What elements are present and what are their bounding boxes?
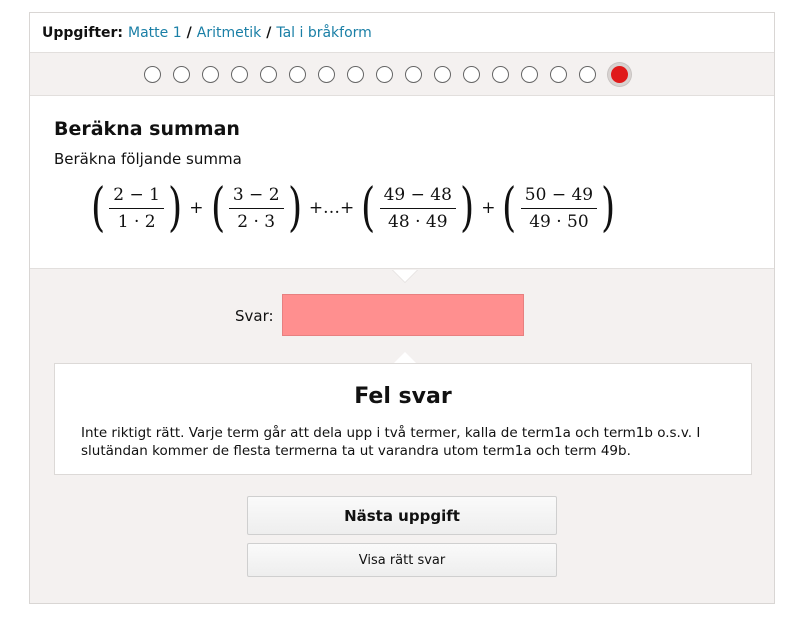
fraction-term-49 bbox=[380, 185, 456, 232]
numerator: 2 − 1 bbox=[109, 185, 164, 209]
numerator: 49 − 48 bbox=[380, 185, 456, 209]
numerator: 3 − 2 bbox=[229, 185, 284, 209]
progress-dot[interactable] bbox=[405, 66, 422, 83]
progress-dot[interactable] bbox=[434, 66, 451, 83]
problem-panel bbox=[30, 95, 774, 269]
question-progress bbox=[30, 53, 774, 95]
fraction-term-50 bbox=[521, 185, 597, 232]
progress-dot[interactable] bbox=[173, 66, 190, 83]
exercise-card bbox=[29, 12, 775, 604]
feedback-heading: Fel svar bbox=[354, 384, 452, 409]
right-paren: ) bbox=[601, 178, 616, 238]
progress-dot[interactable] bbox=[579, 66, 596, 83]
progress-dot[interactable] bbox=[318, 66, 335, 83]
next-question-button[interactable]: Nästa uppgift bbox=[247, 496, 557, 535]
progress-dot[interactable] bbox=[202, 66, 219, 83]
progress-dot[interactable] bbox=[231, 66, 248, 83]
left-paren: ( bbox=[91, 178, 106, 238]
right-paren: ) bbox=[287, 178, 302, 238]
progress-dot[interactable] bbox=[550, 66, 567, 83]
breadcrumb-link-aritmetik[interactable]: Aritmetik bbox=[196, 24, 262, 41]
left-paren: ( bbox=[210, 178, 225, 238]
fraction-term-1 bbox=[109, 185, 164, 232]
progress-dot[interactable] bbox=[289, 66, 306, 83]
show-answer-button[interactable]: Visa rätt svar bbox=[247, 543, 557, 577]
denominator: 49 · 50 bbox=[529, 211, 589, 232]
breadcrumb bbox=[30, 13, 774, 53]
sum-expression bbox=[88, 178, 618, 238]
feedback-text: Inte riktigt rätt. Varje term går att dela upp i två termer, kalla de term1a och term1b o.s.v. I slutändan kommer de flesta termerna ta ut varandra utom term1a och term 49b. bbox=[81, 425, 701, 459]
progress-dot-current[interactable] bbox=[608, 63, 631, 86]
feedback-box bbox=[54, 363, 752, 475]
progress-dot[interactable] bbox=[376, 66, 393, 83]
denominator: 1 · 2 bbox=[117, 211, 156, 232]
panel-pointer bbox=[393, 270, 417, 282]
numerator: 50 − 49 bbox=[521, 185, 597, 209]
ellipsis: +…+ bbox=[308, 198, 355, 218]
problem-title: Beräkna summan bbox=[54, 118, 240, 140]
progress-dot[interactable] bbox=[260, 66, 277, 83]
right-paren: ) bbox=[459, 178, 475, 238]
left-paren: ( bbox=[361, 178, 376, 238]
progress-dot[interactable] bbox=[347, 66, 364, 83]
denominator: 48 · 49 bbox=[388, 211, 448, 232]
breadcrumb-link-tal-i-brakform[interactable]: Tal i bråkform bbox=[276, 24, 372, 41]
answer-label: Svar: bbox=[235, 307, 274, 325]
breadcrumb-separator: / bbox=[186, 24, 192, 41]
answer-row bbox=[30, 294, 774, 338]
answer-input[interactable] bbox=[282, 294, 524, 336]
progress-dot[interactable] bbox=[521, 66, 538, 83]
plus-sign: + bbox=[481, 198, 496, 218]
progress-dot[interactable] bbox=[463, 66, 480, 83]
progress-dot[interactable] bbox=[492, 66, 509, 83]
problem-question: Beräkna följande summa bbox=[54, 150, 242, 168]
breadcrumb-lead: Uppgifter: bbox=[42, 24, 124, 41]
plus-sign: + bbox=[189, 198, 204, 218]
denominator: 2 · 3 bbox=[237, 211, 276, 232]
feedback-pointer bbox=[394, 352, 416, 363]
right-paren: ) bbox=[168, 178, 183, 238]
breadcrumb-link-matte1[interactable]: Matte 1 bbox=[128, 24, 182, 41]
left-paren: ( bbox=[502, 178, 517, 238]
breadcrumb-separator: / bbox=[266, 24, 272, 41]
progress-dot[interactable] bbox=[144, 66, 161, 83]
fraction-term-2 bbox=[229, 185, 284, 232]
